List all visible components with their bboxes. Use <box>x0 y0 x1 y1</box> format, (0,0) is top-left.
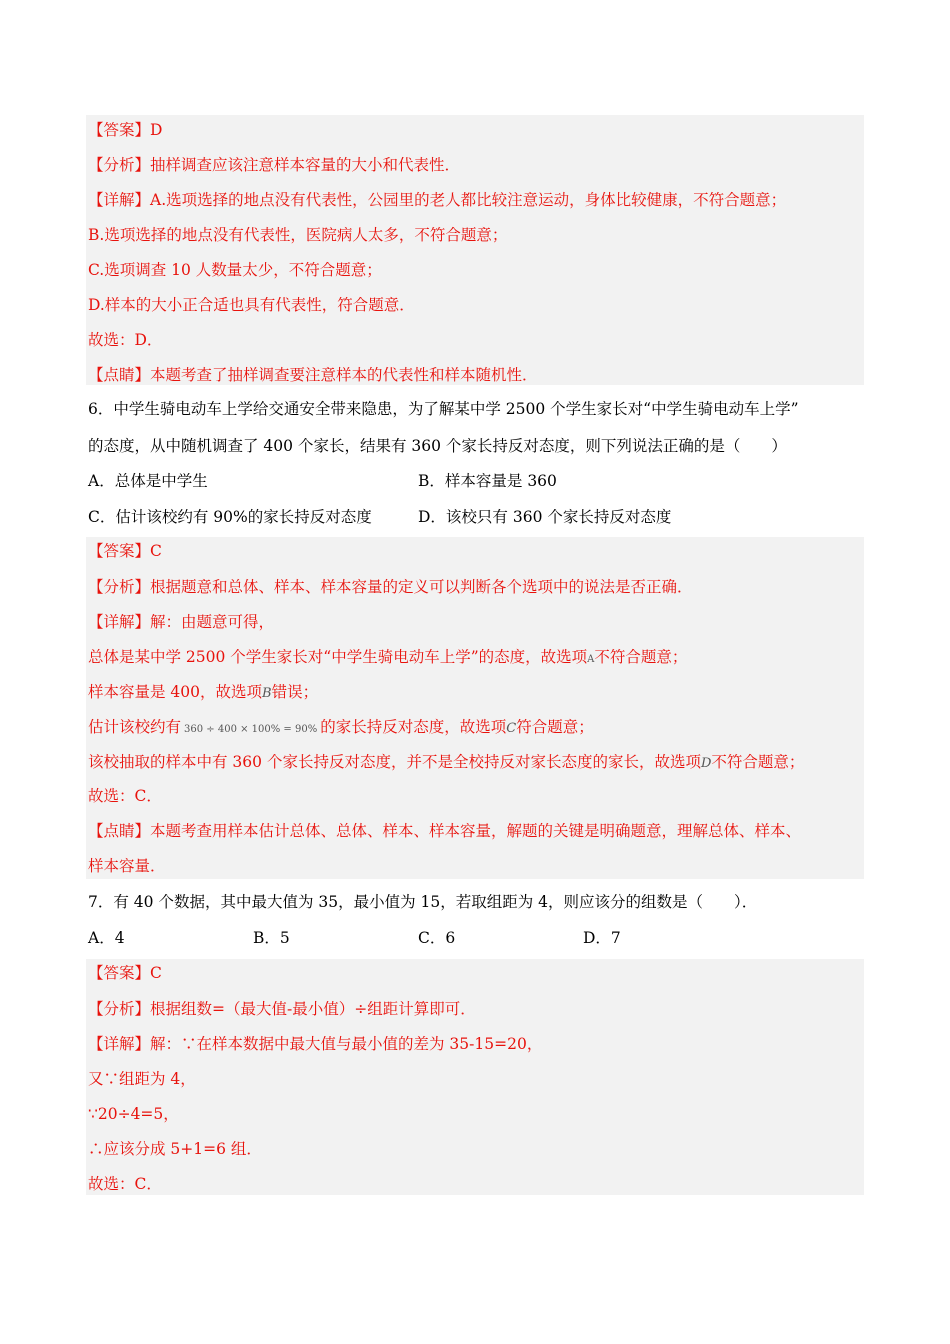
q6-detail-c-mid: 的家长持反对态度，故选项 <box>320 718 507 736</box>
q6-comment-line2: 样本容量． <box>88 857 166 875</box>
q5-detail-d: D.样本的大小正合适也具有代表性，符合题意． <box>88 296 415 314</box>
q5-detail-b: B.选项选择的地点没有代表性，医院病人太多，不符合题意； <box>88 226 508 244</box>
q6-detail-c-formula: 360 ÷ 400 × 100% = 90% <box>184 724 318 735</box>
q6-detail-a-end: 不符合题意； <box>594 648 688 666</box>
q6-detail-b-end: 错误； <box>271 683 319 701</box>
q7-detail-2: 又∵组距为 4， <box>88 1070 196 1088</box>
q7-detail-4: ∴应该分成 5+1=6 组． <box>88 1140 262 1158</box>
q6-option-c: C．估计该校约有 90%的家长持反对态度 <box>88 508 372 526</box>
q6-option-b: B．样本容量是 360 <box>418 472 557 490</box>
q5-answer: 【答案】D <box>88 121 163 139</box>
q6-solution-block <box>86 537 864 879</box>
q5-solution-block <box>86 115 864 385</box>
q7-detail-1: 【详解】解：∵在样本数据中最大值与最小值的差为 35-15=20， <box>88 1035 543 1053</box>
q6-stem-line2: 的态度，从中随机调查了 400 个家长，结果有 360 个家长持反对态度，则下列说法正确的是（ ） <box>88 437 787 455</box>
q7-answer: 【答案】C <box>88 964 162 982</box>
q7-option-b: B．5 <box>253 929 290 947</box>
q7-option-d: D．7 <box>583 929 621 947</box>
q6-detail-c-math: C <box>506 721 517 736</box>
q5-comment: 【点睛】本题考查了抽样调查要注意样本的代表性和样本随机性． <box>88 366 538 384</box>
q6-detail-d-end: 不符合题意； <box>711 753 805 771</box>
q6-option-d: D．该校只有 360 个家长持反对态度 <box>418 508 672 526</box>
q6-detail-c-text: 估计该校约有 <box>88 718 182 736</box>
q6-comment-line1: 【点睛】本题考查用样本估计总体、总体、样本、样本容量，解题的关键是明确题意，理解总体、样本、 <box>88 822 802 840</box>
q6-detail-d-text: 该校抽取的样本中有 360 个家长持反对态度，并不是全校持反对家长态度的家长，故选项 <box>88 753 701 771</box>
q6-choose: 故选：C． <box>88 787 162 805</box>
q6-detail-a-text: 总体是某中学 2500 个学生家长对“中学生骑电动车上学”的态度，故选项 <box>88 648 588 666</box>
q7-option-a: A．4 <box>88 929 125 947</box>
q6-detail-b-math: B <box>262 686 272 701</box>
q6-detail-a-math: A <box>587 654 595 665</box>
q5-choose: 故选：D． <box>88 331 163 349</box>
q6-detail-c-end: 符合题意； <box>516 718 594 736</box>
q6-answer: 【答案】C <box>88 542 162 560</box>
q6-detail-a <box>88 645 687 669</box>
q6-detail-b <box>88 680 318 704</box>
q7-solution-block <box>86 959 864 1195</box>
q7-analysis: 【分析】根据组数=（最大值-最小值）÷组距计算即可． <box>88 1000 476 1018</box>
q7-choose: 故选：C． <box>88 1175 162 1193</box>
q5-detail-c: C.选项调查 10 人数量太少，不符合题意； <box>88 261 382 279</box>
q6-detail-d <box>88 750 804 774</box>
q6-option-a: A．总体是中学生 <box>88 472 208 490</box>
q5-analysis: 【分析】抽样调查应该注意样本容量的大小和代表性． <box>88 156 461 174</box>
q6-analysis: 【分析】根据题意和总体、样本、样本容量的定义可以判断各个选项中的说法是否正确． <box>88 578 693 596</box>
q6-detail-c <box>88 715 594 739</box>
q6-detail-b-text: 样本容量是 400，故选项 <box>88 683 263 701</box>
q6-detail-d-math: D <box>700 756 712 771</box>
q6-stem-line1: 6．中学生骑电动车上学给交通安全带来隐患，为了解某中学 2500 个学生家长对“中学生骑电动车上学” <box>88 400 799 418</box>
q7-option-c: C．6 <box>418 929 456 947</box>
q5-detail-a: 【详解】A.选项选择的地点没有代表性，公园里的老人都比较注意运动，身体比较健康，不符合题意； <box>88 191 787 209</box>
q6-detail-intro: 【详解】解：由题意可得， <box>88 613 275 631</box>
q7-detail-3: ∵20÷4=5， <box>88 1105 179 1123</box>
q7-stem: 7．有 40 个数据，其中最大值为 35，最小值为 15，若取组距为 4，则应该分的组数是（ ）． <box>88 893 758 911</box>
